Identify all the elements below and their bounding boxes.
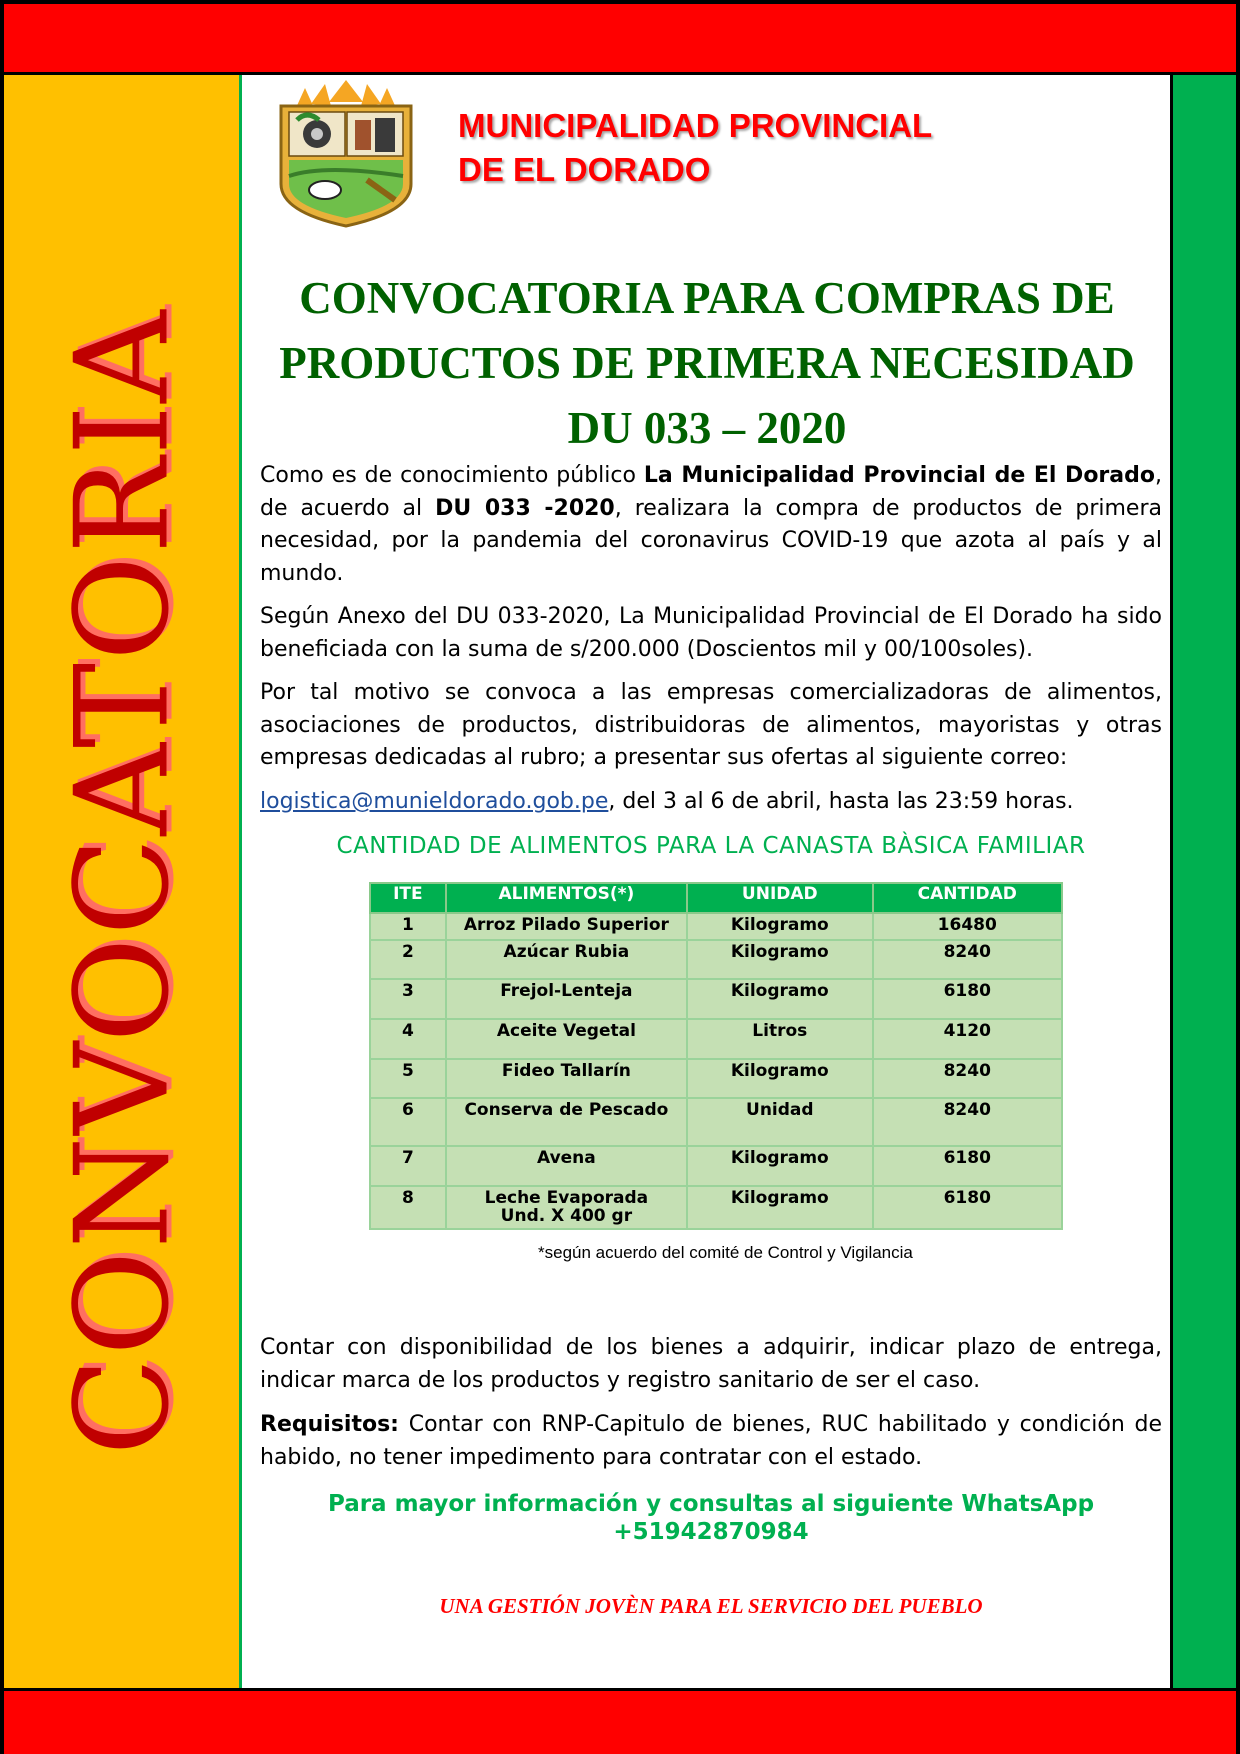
header-item: ITE: [370, 883, 446, 913]
cell-unit: Litros: [687, 1019, 872, 1059]
cell-item: 2: [370, 940, 446, 979]
slogan: UNA GESTIÓN JOVÈN PARA EL SERVICIO DEL PUEBLO: [439, 1594, 983, 1618]
table-header-row: [370, 883, 1062, 913]
bottom-red-band: [0, 1688, 1240, 1754]
cell-quantity: 6180: [873, 1146, 1062, 1186]
header-quantity: CANTIDAD: [873, 883, 1062, 913]
cell-item: 6: [370, 1098, 446, 1146]
paragraph-budget: Según Anexo del DU 033-2020, La Municipalidad Provincial de El Dorado ha sido beneficiada con la suma de s/200.000 (Doscientos mil y 00/100soles).: [260, 604, 1162, 662]
deadline-text: , del 3 al 6 de abril, hasta las 23:59 horas.: [608, 789, 1074, 814]
frame-top: [0, 0, 1240, 4]
cell-item: 5: [370, 1059, 446, 1098]
food-table: [369, 882, 1063, 1230]
table-row: [370, 1098, 1062, 1146]
cell-food: Conserva de Pescado: [446, 1098, 687, 1146]
cell-quantity: 6180: [873, 1186, 1062, 1229]
page-title: [262, 266, 1152, 461]
email-link[interactable]: logistica@munieldorado.gob.pe: [260, 789, 609, 814]
header-unit: UNIDAD: [687, 883, 872, 913]
paragraph-deadline: [260, 786, 1162, 819]
frame-right: [1236, 0, 1240, 1754]
contact-info: [262, 1490, 1160, 1546]
table-row: [370, 913, 1062, 940]
cell-unit: Kilogramo: [687, 1059, 872, 1098]
whatsapp-number[interactable]: +51942870984: [613, 1519, 809, 1545]
intro-text-3: , realizara la compra de productos de primera necesidad, por la pandemia del coronavirus COVID-19 que azota al país y al mundo.: [260, 495, 1162, 586]
paragraph-intro: [260, 460, 1162, 590]
paragraph-requirements: [260, 1409, 1162, 1474]
intro-bold-decree: DU 033 -2020: [435, 495, 615, 521]
intro-text-2: , de acuerdo al: [260, 463, 1162, 521]
cell-quantity: 6180: [873, 979, 1062, 1019]
municipality-line2: DE EL DORADO: [458, 151, 711, 188]
table-title: CANTIDAD DE ALIMENTOS PARA LA CANASTA BÀSICA FAMILIAR: [336, 833, 1086, 859]
title-line3: DU 033 – 2020: [567, 403, 847, 453]
contact-line: Para mayor información y consultas al siguiente WhatsApp: [327, 1491, 1095, 1517]
table-row: [370, 1019, 1062, 1059]
food-name-line1: Leche Evaporada: [484, 1188, 649, 1208]
table-footnote: *según acuerdo del comité de Control y Vigilancia: [538, 1243, 913, 1262]
cell-quantity: 16480: [873, 913, 1062, 940]
paragraph-conditions: Contar con disponibilidad de los bienes a adquirir, indicar plazo de entrega, indicar marca de los productos y registro sanitario de ser el caso.: [260, 1335, 1162, 1393]
cell-food: [446, 1186, 687, 1229]
cell-item: 8: [370, 1186, 446, 1229]
title-line2: PRODUCTOS DE PRIMERA NECESIDAD: [279, 338, 1135, 388]
cell-item: 1: [370, 913, 446, 940]
cell-food: Azúcar Rubia: [446, 940, 687, 979]
food-name-line2: Und. X 400 gr: [500, 1206, 633, 1226]
frame-left: [0, 0, 4, 1754]
right-green-panel: [1170, 75, 1236, 1688]
intro-text-1: Como es de conocimiento público: [260, 463, 644, 488]
cell-item: 4: [370, 1019, 446, 1059]
cell-food: Fideo Tallarín: [446, 1059, 687, 1098]
requirements-text: Contar con RNP-Capitulo de bienes, RUC habilitado y condición de habido, no tener impedimento para contratar con el estado.: [260, 1412, 1162, 1470]
cell-quantity: 8240: [873, 1059, 1062, 1098]
cell-food: Frejol-Lenteja: [446, 979, 687, 1019]
cell-unit: Kilogramo: [687, 1186, 872, 1229]
paragraph-invitation: Por tal motivo se convoca a las empresas comercializadoras de alimentos, asociaciones de productos, distribuidoras de alimentos, mayoristas y otras empresas dedicadas al rubro; a presentar sus ofertas al siguiente correo:: [260, 680, 1162, 770]
cell-food: Aceite Vegetal: [446, 1019, 687, 1059]
cell-quantity: 8240: [873, 940, 1062, 979]
cell-quantity: 8240: [873, 1098, 1062, 1146]
cell-unit: Unidad: [687, 1098, 872, 1146]
cell-quantity: 4120: [873, 1019, 1062, 1059]
table-row: [370, 1186, 1062, 1229]
municipality-line1: MUNICIPALIDAD PROVINCIAL: [458, 107, 933, 144]
top-red-band: [0, 0, 1240, 75]
table-row: [370, 940, 1062, 979]
intro-bold-entity: La Municipalidad Provincial de El Dorado: [643, 463, 1155, 488]
title-line1: CONVOCATORIA PARA COMPRAS DE: [299, 273, 1115, 323]
table-row: [370, 979, 1062, 1019]
table-row: [370, 1059, 1062, 1098]
cell-unit: Kilogramo: [687, 979, 872, 1019]
requirements-label: Requisitos:: [260, 1412, 399, 1437]
cell-item: 7: [370, 1146, 446, 1186]
cell-food: Avena: [446, 1146, 687, 1186]
table-row: [370, 1146, 1062, 1186]
side-banner-text: CONVOCATORIA: [48, 308, 198, 1456]
header-food: ALIMENTOS(*): [446, 883, 687, 913]
municipal-shield-icon: [275, 80, 417, 228]
municipality-name: [458, 104, 932, 192]
cell-unit: Kilogramo: [687, 913, 872, 940]
cell-unit: Kilogramo: [687, 1146, 872, 1186]
cell-unit: Kilogramo: [687, 940, 872, 979]
cell-food: Arroz Pilado Superior: [446, 913, 687, 940]
cell-item: 3: [370, 979, 446, 1019]
